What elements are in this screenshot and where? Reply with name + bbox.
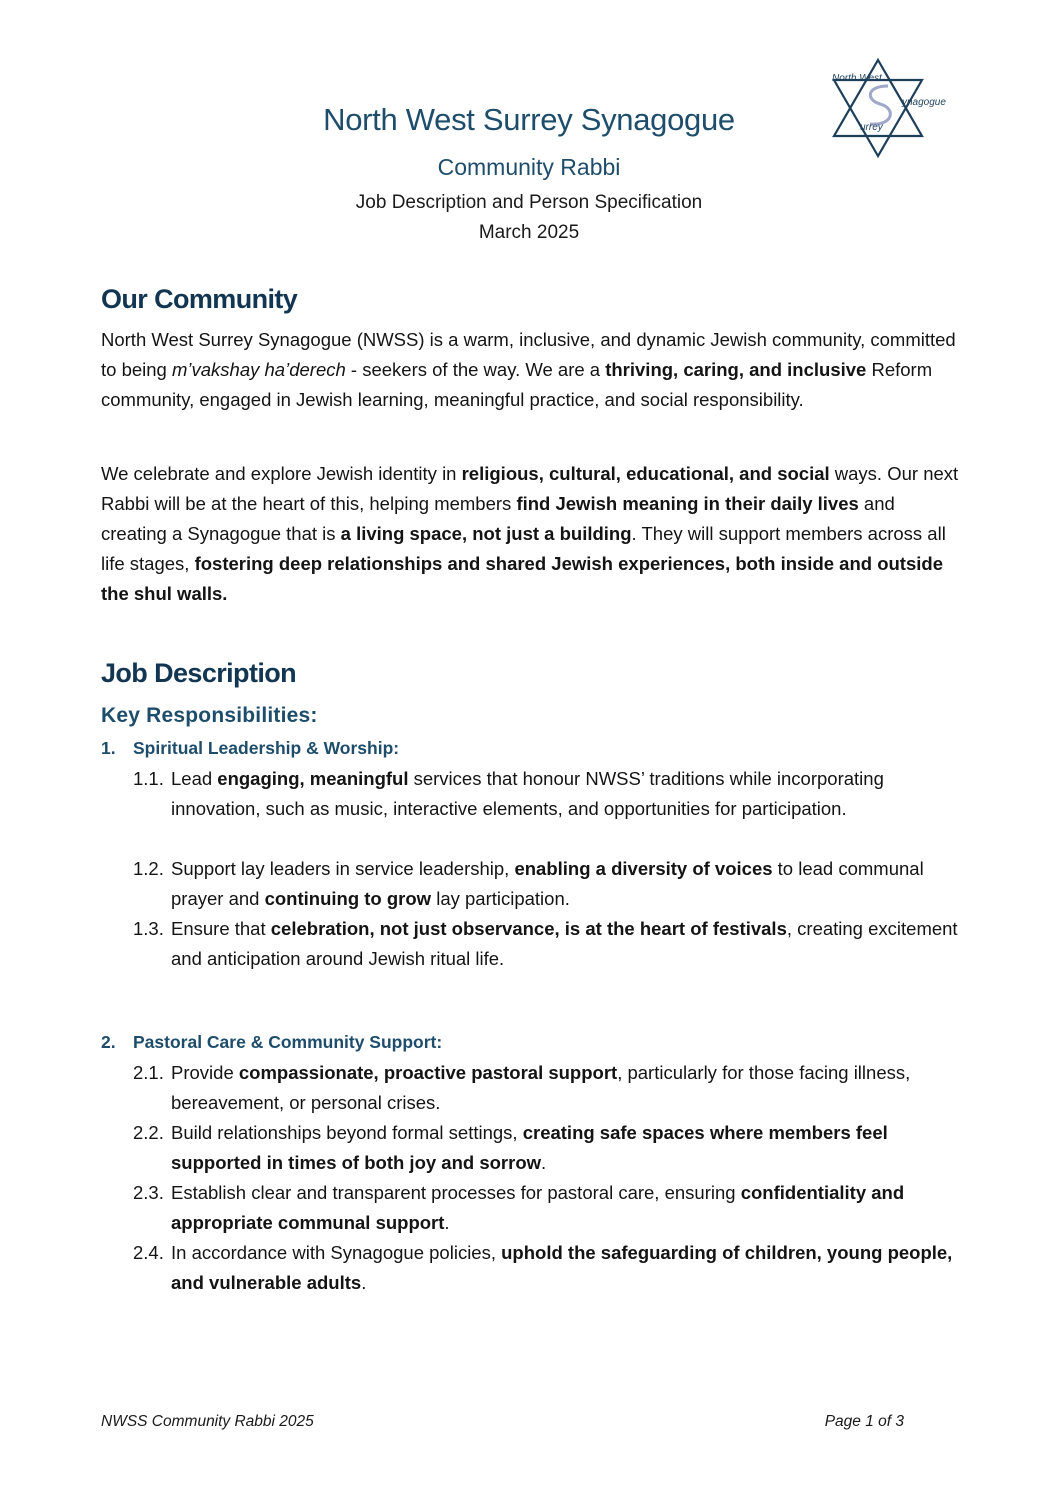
community-paragraph-1: North West Surrey Synagogue (NWSS) is a warm, inclusive, and dynamic Jewish community, committed to being m’vakshay ha’derech - seekers of the way. We are a thriving, caring, and inclusive Reform community, engaged in Jewish learning, meaningful practice, and social responsibility.: [101, 329, 956, 410]
footer-page-number: Page 1 of 3: [824, 1413, 904, 1430]
list-item: 2.2. Build relationships beyond formal settings, creating safe spaces where members feel supported in times of both joy and sorrow.: [133, 1122, 888, 1173]
responsibility-section-1: 1. Spiritual Leadership & Worship:: [101, 738, 400, 758]
document-type: Job Description and Person Specification: [355, 192, 703, 213]
list-item: 1.3. Ensure that celebration, not just observance, is at the heart of festivals, creating excitement and anticipation around Jewish ritual life.: [133, 918, 958, 969]
document-subtitle: Community Rabbi: [437, 154, 621, 180]
responsibility-section-2: 2. Pastoral Care & Community Support:: [101, 1032, 443, 1052]
logo-text-surrey: urrey: [860, 122, 883, 133]
logo-text-north-west: North West: [832, 73, 882, 84]
list-item: 1.1. Lead engaging, meaningful services that honour NWSS’ traditions while incorporating innovation, such as music, interactive elements, and opportunities for participation.: [133, 768, 884, 819]
footer-document-name: NWSS Community Rabbi 2025: [101, 1413, 314, 1430]
community-paragraph-2: We celebrate and explore Jewish identity in religious, cultural, educational, and social ways. Our next Rabbi will be at the heart of this, helping members find Jewish meaning in their daily lives and creating a Synagogue that is a living space, not just a building. They will support members across all life stages, fostering deep relationships and shared Jewish experiences, both inside and outside the shul walls.: [101, 463, 959, 604]
list-item: 2.4. In accordance with Synagogue policies, uphold the safeguarding of children, young people, and vulnerable adults.: [133, 1242, 953, 1293]
document-date: March 2025: [478, 222, 580, 243]
list-item: 2.1. Provide compassionate, proactive pastoral support, particularly for those facing illness, bereavement, or personal crises.: [133, 1062, 911, 1113]
logo-text-synagogue: ynagogue: [902, 97, 946, 108]
document-title: North West Surrey Synagogue: [323, 102, 735, 137]
section-heading-job-description: Job Description: [101, 658, 297, 688]
list-item: 1.2. Support lay leaders in service leadership, enabling a diversity of voices to lead communal prayer and continuing to grow lay participation.: [133, 858, 924, 909]
subheading-key-responsibilities: Key Responsibilities:: [101, 704, 318, 727]
section-heading-community: Our Community: [101, 284, 298, 314]
list-item: 2.3. Establish clear and transparent processes for pastoral care, ensuring confidentiality and appropriate communal support.: [133, 1182, 905, 1233]
